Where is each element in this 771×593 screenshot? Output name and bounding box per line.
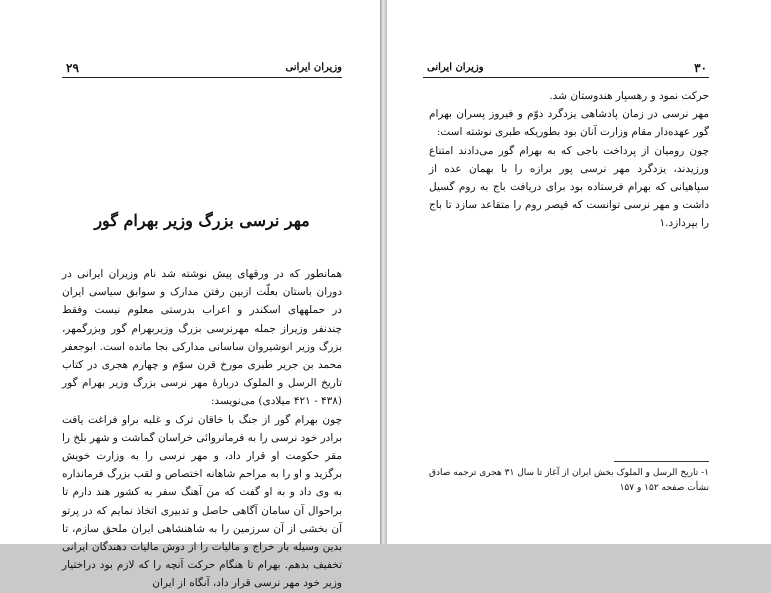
right-page — [387, 0, 771, 544]
footnote: ۱- تاریخ الرسل و الملوک بخش ایران از آغاز تا سال ۳۱ هجری ترجمه صادق نشأت صفحه ۱۵۲ و ۱۵۷ — [429, 468, 709, 493]
left-page — [0, 0, 380, 590]
book-gutter — [380, 0, 387, 544]
left-page-number: ۲۹ — [66, 61, 79, 75]
chapter-title: مهر نرسی بزرگ وزیر بهرام گور — [94, 211, 310, 230]
paragraph: همانطور که در ورقهای پیش نوشته شد نام وزیران ایرانی در دوران باستان بعلّت ازبین رفتن مدارک و سوابق سیاسی ایران در حملههای اسکندر و اعراب بدرستی معلوم نیست وفقط چندنفر وزیراز جمله مهرنرسی بزرگ وزیربهرام گور وبزرگمهر، بزرگ وزیر انوشیروان ساسانی مدارکی بجا مانده است. ابوجعفر محمد بن جریر طبری مورخ قرن سوّم و چهارم هجری در کتاب تاریخ الرسل و الملوک دربارهٔ مهر نرسی بزرگ وزیر بهرام گور (۴۳۸ - ۴۲۱ میلادی) می‌نویسد: — [62, 268, 342, 408]
paragraph: مهر نرسی در زمان پادشاهی یزدگرد دوّم و فیروز پسران بهرام گور عهده‌دار مقام وزارت آنان بود بطوریکه طبری نوشته است: — [429, 108, 709, 139]
left-body-text — [62, 265, 342, 593]
paragraph: حرکت نمود و رهسپار هندوستان شد. — [549, 90, 709, 102]
footnote-rule — [614, 461, 709, 462]
right-running-title: وزیران ایرانی — [427, 62, 484, 73]
paragraph: چون بهرام گور از جنگ با خاقان ترک و غلبه براو فراغت یافت برادر خود نرسی را به فرمانروائی خراسان گماشت و شهر بلخ را مقر حکومت او قرار داد، و مهر نرسی را به وزارت خویش برگزید و او را به مراحم شاهانه اختصاص و لقب بزرگ فرمانداره به وی داد و به او گفت که من آهنگ سفر به کشور هند دارم تا براحوال آن سامان آگاهی حاصل و تدبیری اتخاذ نمایم که در پرتو آن بخشی از آن سرزمین را به شاهنشاهی ایران ملحق سازم، تا بدین وسیله بار خراج و مالیات را از دوش مالیات دهندگان ایرانی تخفیف بدهم. بهرام تا هنگام حرکت آنچه را که لازم بود دراختیار وزیر خود مهر نرسی قرار داد، آنگاه از ایران — [62, 413, 342, 590]
left-running-title: وزیران ایرانی — [285, 62, 342, 73]
header-rule — [62, 77, 342, 78]
right-page-header — [423, 60, 709, 78]
paragraph: چون رومیان از پرداخت باجی که به بهرام گور می‌دادند امتناع ورزیدند، یزدگرد مهر نرسی پور برازه را با بهمان عده از سپاهیانی که بهرام فرستاده بود برای دریافت باج به روم گسیل داشت و مهر نرسی توانست که قیصر روم را متقاعد سازد تا باج را بپردازد.۱ — [429, 144, 709, 230]
right-body-text — [429, 87, 709, 233]
header-rule — [423, 77, 709, 78]
right-page-number: ۳۰ — [694, 61, 707, 75]
left-page-header — [62, 60, 342, 78]
